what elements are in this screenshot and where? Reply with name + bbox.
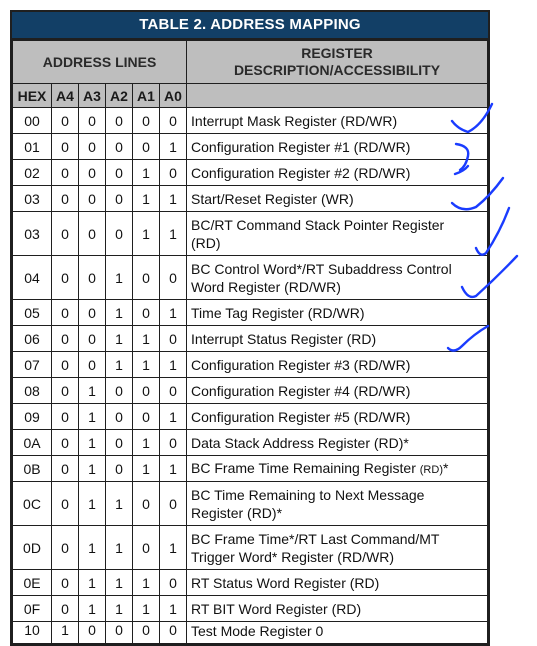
cell-a1: 0: [133, 404, 160, 430]
description-line2: Word Register (RD/WR): [191, 278, 341, 295]
cell-a1: 0: [133, 256, 160, 300]
cell-description: [187, 256, 488, 300]
cell-a3: 0: [79, 352, 106, 378]
cell-a0: 0: [160, 430, 187, 456]
table-row: [13, 326, 488, 352]
description-line2: Trigger Word* Register (RD/WR): [191, 548, 395, 565]
table-row: [13, 186, 488, 212]
description-tail: *: [442, 459, 449, 476]
cell-description: [187, 482, 488, 526]
cell-a0: 1: [160, 300, 187, 326]
cell-a4: 0: [52, 326, 79, 352]
header-blank: [187, 84, 488, 108]
cell-a3: 0: [79, 256, 106, 300]
cell-a1: 1: [133, 352, 160, 378]
cell-description: Configuration Register #3 (RD/WR): [187, 352, 488, 378]
cell-a1: 1: [133, 212, 160, 256]
cell-description: Data Stack Address Register (RD)*: [187, 430, 488, 456]
cell-description: Interrupt Mask Register (RD/WR): [187, 108, 488, 134]
cell-description: Test Mode Register 0: [187, 622, 488, 644]
cell-description: Start/Reset Register (WR): [187, 186, 488, 212]
table-row: [13, 256, 488, 300]
cell-a1: 1: [133, 186, 160, 212]
cell-a3: 0: [79, 108, 106, 134]
cell-hex: 0D: [13, 526, 52, 570]
table-row: [13, 378, 488, 404]
description-line1: BC Frame Time*/RT Last Command/MT: [191, 530, 440, 547]
cell-a0: 1: [160, 456, 187, 482]
cell-description: Configuration Register #5 (RD/WR): [187, 404, 488, 430]
cell-hex: 0E: [13, 570, 52, 596]
cell-a4: 0: [52, 482, 79, 526]
cell-a1: 1: [133, 326, 160, 352]
cell-a3: 0: [79, 186, 106, 212]
cell-a2: 0: [106, 404, 133, 430]
cell-a2: 0: [106, 108, 133, 134]
cell-description: [187, 526, 488, 570]
cell-a0: 0: [160, 570, 187, 596]
cell-a2: 0: [106, 212, 133, 256]
cell-hex: 03: [13, 212, 52, 256]
cell-a0: 0: [160, 482, 187, 526]
cell-hex: 0B: [13, 456, 52, 482]
cell-a3: 1: [79, 596, 106, 622]
cell-a3: 0: [79, 212, 106, 256]
cell-a3: 0: [79, 300, 106, 326]
cell-a4: 0: [52, 430, 79, 456]
cell-a2: 1: [106, 596, 133, 622]
table-row: [13, 430, 488, 456]
header-hex: HEX: [13, 84, 52, 108]
cell-a1: 0: [133, 134, 160, 160]
cell-a3: 0: [79, 160, 106, 186]
table-row: [13, 404, 488, 430]
cell-a3: 1: [79, 526, 106, 570]
cell-a0: 1: [160, 404, 187, 430]
table-row: [13, 300, 488, 326]
cell-a1: 0: [133, 300, 160, 326]
cell-a2: 1: [106, 526, 133, 570]
cell-a0: 1: [160, 596, 187, 622]
cell-a0: 1: [160, 212, 187, 256]
description-small: (RD): [419, 463, 443, 476]
cell-a4: 0: [52, 352, 79, 378]
cell-a4: 1: [52, 622, 79, 644]
cell-a1: 1: [133, 430, 160, 456]
cell-hex: 03: [13, 186, 52, 212]
cell-a0: 1: [160, 186, 187, 212]
header-a4: A4: [52, 84, 79, 108]
cell-a3: 1: [79, 404, 106, 430]
cell-a3: 0: [79, 134, 106, 160]
cell-a4: 0: [52, 456, 79, 482]
cell-hex: 01: [13, 134, 52, 160]
cell-a2: 0: [106, 378, 133, 404]
cell-a3: 1: [79, 482, 106, 526]
header-a2: A2: [106, 84, 133, 108]
cell-a1: 1: [133, 160, 160, 186]
cell-hex: 10: [13, 622, 52, 644]
cell-description: RT BIT Word Register (RD): [187, 596, 488, 622]
cell-description: Time Tag Register (RD/WR): [187, 300, 488, 326]
cell-hex: 02: [13, 160, 52, 186]
cell-a1: 0: [133, 622, 160, 644]
cell-a0: 0: [160, 256, 187, 300]
cell-a4: 0: [52, 596, 79, 622]
cell-description: Configuration Register #2 (RD/WR): [187, 160, 488, 186]
cell-hex: 04: [13, 256, 52, 300]
cell-a3: 1: [79, 430, 106, 456]
cell-a4: 0: [52, 570, 79, 596]
header-address-lines: ADDRESS LINES: [13, 41, 187, 84]
cell-a3: 1: [79, 570, 106, 596]
cell-a2: 1: [106, 300, 133, 326]
cell-a3: 0: [79, 622, 106, 644]
cell-a4: 0: [52, 108, 79, 134]
header-row-columns: [13, 84, 488, 108]
cell-a2: 1: [106, 482, 133, 526]
cell-a0: 1: [160, 352, 187, 378]
cell-a2: 0: [106, 622, 133, 644]
cell-description: Interrupt Status Register (RD): [187, 326, 488, 352]
cell-a3: 0: [79, 326, 106, 352]
description-line2: (RD): [191, 234, 221, 251]
cell-a4: 0: [52, 378, 79, 404]
table-row: [13, 482, 488, 526]
cell-a4: 0: [52, 186, 79, 212]
cell-a1: 0: [133, 526, 160, 570]
cell-hex: 08: [13, 378, 52, 404]
cell-a2: 0: [106, 186, 133, 212]
header-register-description: [187, 41, 488, 84]
cell-a4: 0: [52, 256, 79, 300]
cell-a0: 0: [160, 378, 187, 404]
cell-hex: 0C: [13, 482, 52, 526]
cell-a2: 1: [106, 570, 133, 596]
table-row: [13, 134, 488, 160]
cell-a2: 0: [106, 134, 133, 160]
header-a0: A0: [160, 84, 187, 108]
cell-description: [187, 456, 488, 482]
description-line2: Register (RD)*: [191, 504, 283, 521]
cell-a4: 0: [52, 404, 79, 430]
cell-a2: 1: [106, 326, 133, 352]
table-row: [13, 212, 488, 256]
cell-a4: 0: [52, 526, 79, 570]
cell-hex: 00: [13, 108, 52, 134]
header-a1: A1: [133, 84, 160, 108]
cell-description: RT Status Word Register (RD): [187, 570, 488, 596]
table-row: [13, 570, 488, 596]
table-row: [13, 108, 488, 134]
table-title: TABLE 2. ADDRESS MAPPING: [12, 12, 488, 40]
cell-a0: 1: [160, 134, 187, 160]
cell-description: Configuration Register #1 (RD/WR): [187, 134, 488, 160]
description-line1: BC Time Remaining to Next Message: [191, 486, 425, 503]
cell-a3: 1: [79, 378, 106, 404]
header-register-line1: REGISTER: [301, 45, 373, 61]
header-row-group: [13, 41, 488, 84]
cell-a1: 0: [133, 482, 160, 526]
cell-a4: 0: [52, 300, 79, 326]
cell-a4: 0: [52, 212, 79, 256]
cell-hex: 05: [13, 300, 52, 326]
table-row: [13, 596, 488, 622]
table-row: [13, 526, 488, 570]
cell-a0: 0: [160, 326, 187, 352]
header-register-line2: DESCRIPTION/ACCESSIBILITY: [233, 62, 441, 78]
cell-hex: 06: [13, 326, 52, 352]
cell-a1: 1: [133, 456, 160, 482]
cell-hex: 07: [13, 352, 52, 378]
address-mapping-table: [12, 40, 488, 644]
cell-a4: 0: [52, 160, 79, 186]
header-a3: A3: [79, 84, 106, 108]
cell-a4: 0: [52, 134, 79, 160]
description-line1: BC/RT Command Stack Pointer Register: [191, 216, 445, 233]
description-main: BC Frame Time Remaining Register: [191, 459, 420, 476]
cell-a0: 0: [160, 160, 187, 186]
table-row: [13, 456, 488, 482]
cell-a1: 1: [133, 570, 160, 596]
cell-a2: 0: [106, 430, 133, 456]
cell-description: Configuration Register #4 (RD/WR): [187, 378, 488, 404]
cell-a0: 1: [160, 526, 187, 570]
cell-hex: 0A: [13, 430, 52, 456]
cell-hex: 0F: [13, 596, 52, 622]
cell-hex: 09: [13, 404, 52, 430]
address-mapping-table-frame: [10, 10, 490, 646]
table-row: [13, 352, 488, 378]
description-line1: BC Control Word*/RT Subaddress Control: [191, 260, 452, 277]
cell-a2: 1: [106, 352, 133, 378]
table-row: [13, 622, 488, 644]
cell-a0: 0: [160, 622, 187, 644]
cell-a1: 0: [133, 108, 160, 134]
cell-description: [187, 212, 488, 256]
cell-a0: 0: [160, 108, 187, 134]
cell-a1: 0: [133, 378, 160, 404]
cell-a2: 0: [106, 456, 133, 482]
cell-a2: 1: [106, 256, 133, 300]
table-row: [13, 160, 488, 186]
cell-a1: 1: [133, 596, 160, 622]
cell-a2: 0: [106, 160, 133, 186]
cell-a3: 1: [79, 456, 106, 482]
